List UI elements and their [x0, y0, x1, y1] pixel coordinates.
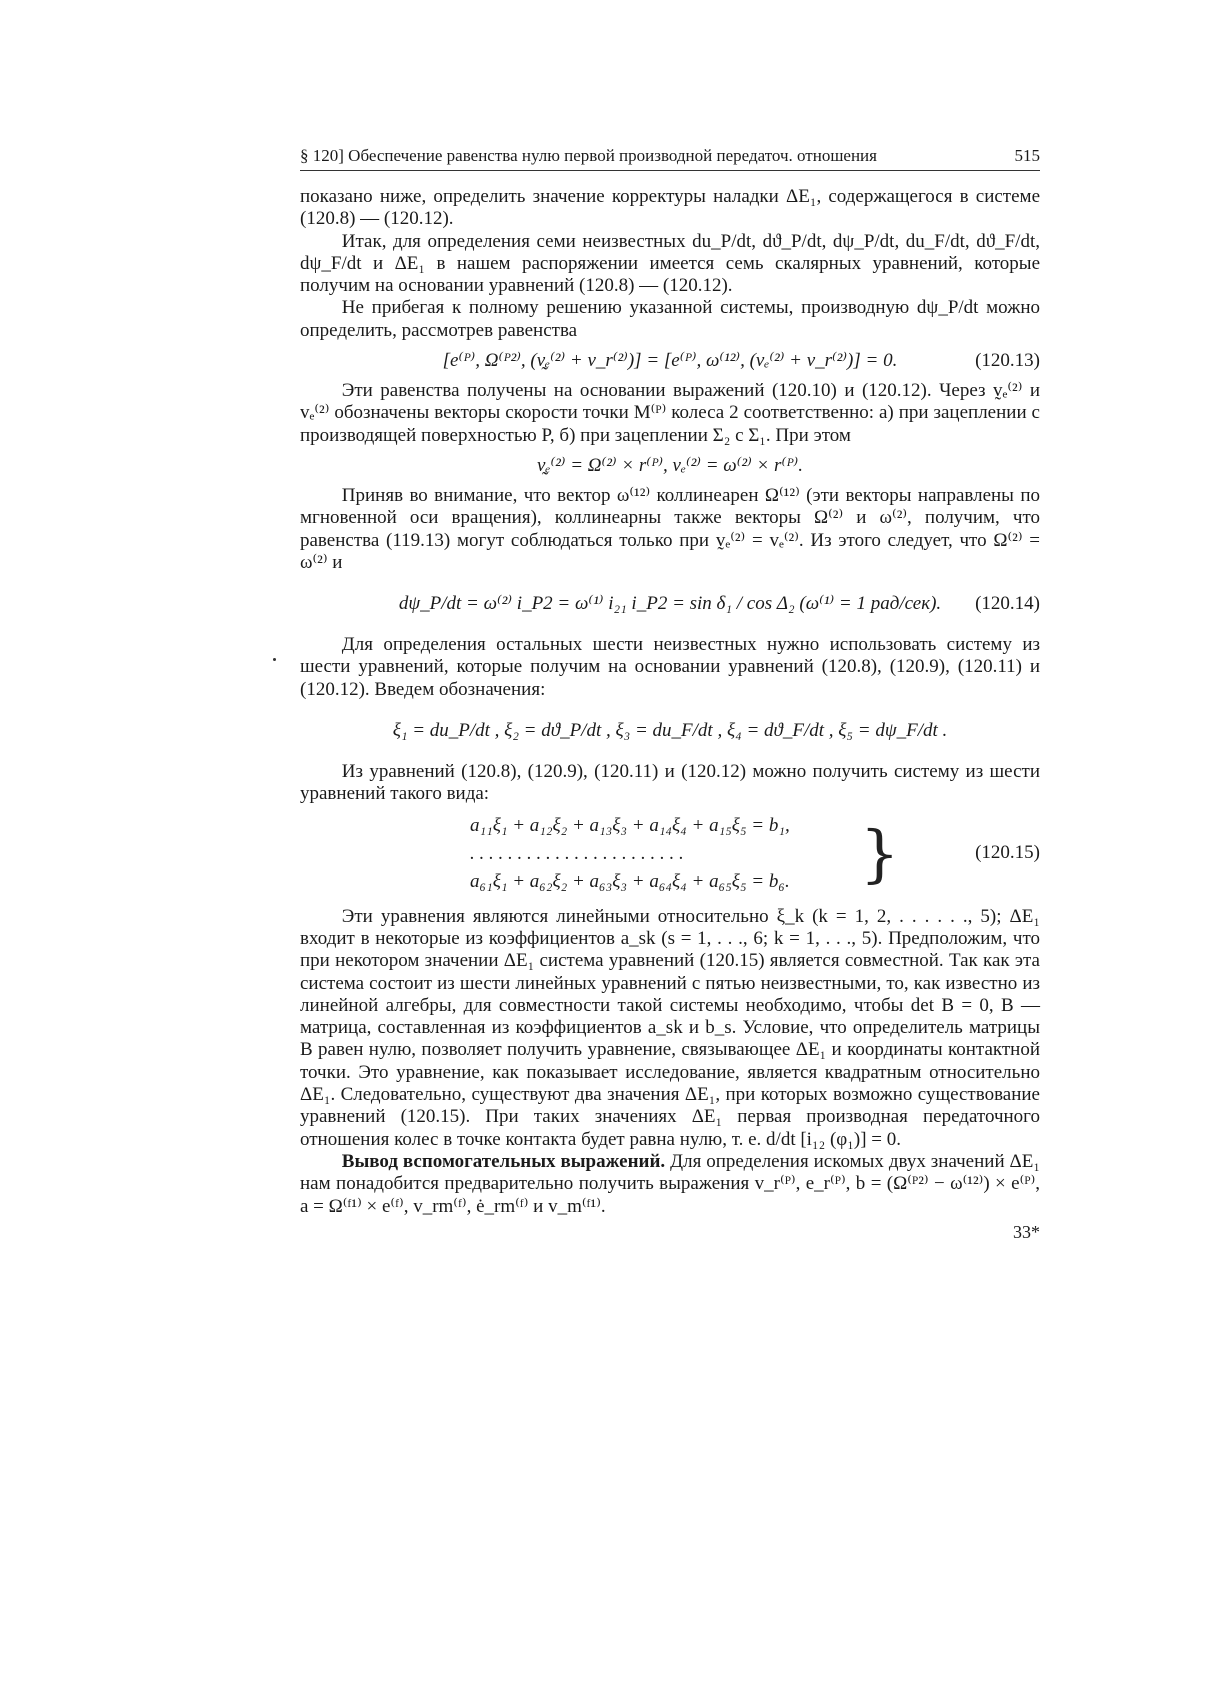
equation-120-13: [300, 348, 1040, 374]
running-header: [300, 146, 1040, 171]
header-page-number: 515: [1014, 146, 1040, 165]
equation-120-14-body: dψ_P/dt = ω⁽²⁾ i_P2 = ω⁽¹⁾ i₂₁ i_P2 = sin δ₁ / cos Δ₂ (ω⁽¹⁾ = 1 рад/сек).: [398, 593, 942, 614]
paragraph-9-text: Для определения искомых двух значений ΔE₁ нам понадобится предварительно получить выражения v_r⁽ᴾ⁾, e_r⁽ᴾ⁾, b = (Ω⁽ᴾ²⁾ − ω⁽¹²⁾) × e⁽ᴾ⁾, a = Ω⁽ᶠ¹⁾ × e⁽ᶠ⁾, v_rm⁽ᶠ⁾, ė_rm⁽ᶠ⁾ и v_m⁽ᶠ¹⁾.: [300, 1150, 1040, 1217]
paragraph-2: Итак, для определения семи неизвестных du_P/dt, dϑ_P/dt, dψ_P/dt, du_F/dt, dϑ_F/dt, dψ_F/dt и ΔE₁ в нашем распоряжении имеется семь скалярных уравнений, которые получим на основании уравнений (120.8) — (120.12).: [300, 230, 1040, 297]
paragraph-9: [300, 1151, 1040, 1218]
equation-velocities-body: v̰ₑ⁽²⁾ = Ω⁽²⁾ × r⁽ᴾ⁾, vₑ⁽²⁾ = ω⁽²⁾ × r⁽ᴾ⁾.: [537, 454, 803, 476]
equation-velocities: [300, 453, 1040, 479]
paragraph-7: Из уравнений (120.8), (120.9), (120.11) и (120.12) можно получить систему из шести уравнений такого вида:: [300, 761, 1040, 805]
equation-120-14-number: (120.14): [975, 593, 1040, 615]
equation-xi-definitions: [300, 709, 1040, 753]
system-number: (120.15): [975, 841, 1040, 863]
system-line-1: a₁₁ξ₁ + a₁₂ξ₂ + a₁₃ξ₃ + a₁₄ξ₄ + a₁₅ξ₅ = b₁,: [470, 814, 790, 836]
equation-system-120-15: [300, 812, 1040, 898]
paragraph-1: показано ниже, определить значение корректуры наладки ΔE₁, содержащегося в системе (120.8) — (120.12).: [300, 186, 1040, 230]
equation-120-13-body: [e⁽ᴾ⁾, Ω⁽ᴾ²⁾, (v̰ₑ⁽²⁾ + v_r⁽²⁾)] = [e⁽ᴾ⁾, ω⁽¹²⁾, (vₑ⁽²⁾ + v_r⁽²⁾)] = 0.: [442, 349, 898, 371]
system-lines: [470, 812, 790, 896]
system-brace: }: [860, 816, 900, 890]
paragraph-6: Для определения остальных шести неизвестных нужно использовать систему из шести уравнений, которые получим на основании уравнений (120.8), (120.9), (120.11) и (120.12). Введем обозначения:: [300, 634, 1040, 700]
system-dots: . . . . . . . . . . . . . . . . . . . . . . .: [470, 842, 684, 864]
system-line-6: a₆₁ξ₁ + a₆₂ξ₂ + a₆₃ξ₃ + a₆₄ξ₄ + a₆₅ξ₅ = b₆.: [470, 870, 790, 892]
margin-dot: [273, 658, 276, 661]
paragraph-3: Не прибегая к полному решению указанной системы, производную dψ_P/dt можно определить, рассмотрев равенства: [300, 297, 1040, 341]
section-heading: Вывод вспомогательных выражений.: [341, 1150, 666, 1172]
equation-xi-body: ξ₁ = du_P/dt , ξ₂ = dϑ_P/dt , ξ₃ = du_F/dt , ξ₄ = dϑ_F/dt , ξ₅ = dψ_F/dt .: [392, 719, 948, 741]
paragraph-8: Эти уравнения являются линейными относительно ξ_k (k = 1, 2, . . . . . ., 5); ΔE₁ входит в некоторые из коэффициентов a_sk (s = 1, . . ., 6; k = 1, . . ., 5). Предположим, что при некотором значении ΔE₁ система уравнений (120.15) является совместной. Так как эта система состоит из шести линейных уравнений с пятью неизвестными, то, как известно из линейной алгебры, для совместности такой системы необходимо, чтобы det B = 0, B — матрица, составленная из коэффициентов a_sk и b_s. Условие, что определитель матрицы B равен нулю, позволяет получить уравнение, связывающее ΔE₁ и координаты контактной точки. Это уравнение, как показывает исследование, является квадратным относительно ΔE₁. Следовательно, существуют два значения ΔE₁, при которых возможно существование уравнений (120.15). При таких значениях ΔE₁ первая производная передаточного отношения колес в точке контакта будет равна нулю, т. е. d/dt [i₁₂ (φ₁)] = 0.: [300, 905, 1040, 1150]
body-text: [300, 186, 1040, 1218]
paragraph-5: Приняв во внимание, что вектор ω⁽¹²⁾ коллинеарен Ω⁽¹²⁾ (эти векторы направлены по мгновенной оси вращения), коллинеарны также векторы Ω⁽²⁾ и ω⁽²⁾, получим, что равенства (119.13) могут соблюдаться только при v̰ₑ⁽²⁾ = vₑ⁽²⁾. Из этого следует, что Ω⁽²⁾ = ω⁽²⁾ и: [300, 484, 1040, 573]
header-title: § 120] Обеспечение равенства нулю первой производной передаточ. отношения: [300, 146, 877, 165]
equation-120-13-number: (120.13): [975, 349, 1040, 371]
paragraph-4: Эти равенства получены на основании выражений (120.10) и (120.12). Через v̰ₑ⁽²⁾ и vₑ⁽²⁾ обозначены векторы скорости точки M⁽ᴾ⁾ колеса 2 соответственно: а) при зацеплении с производящей поверхностью P, б) при зацеплении Σ₂ с Σ₁. При этом: [300, 380, 1040, 446]
signature-mark: 33*: [1013, 1222, 1040, 1242]
equation-120-14: [300, 582, 1040, 626]
